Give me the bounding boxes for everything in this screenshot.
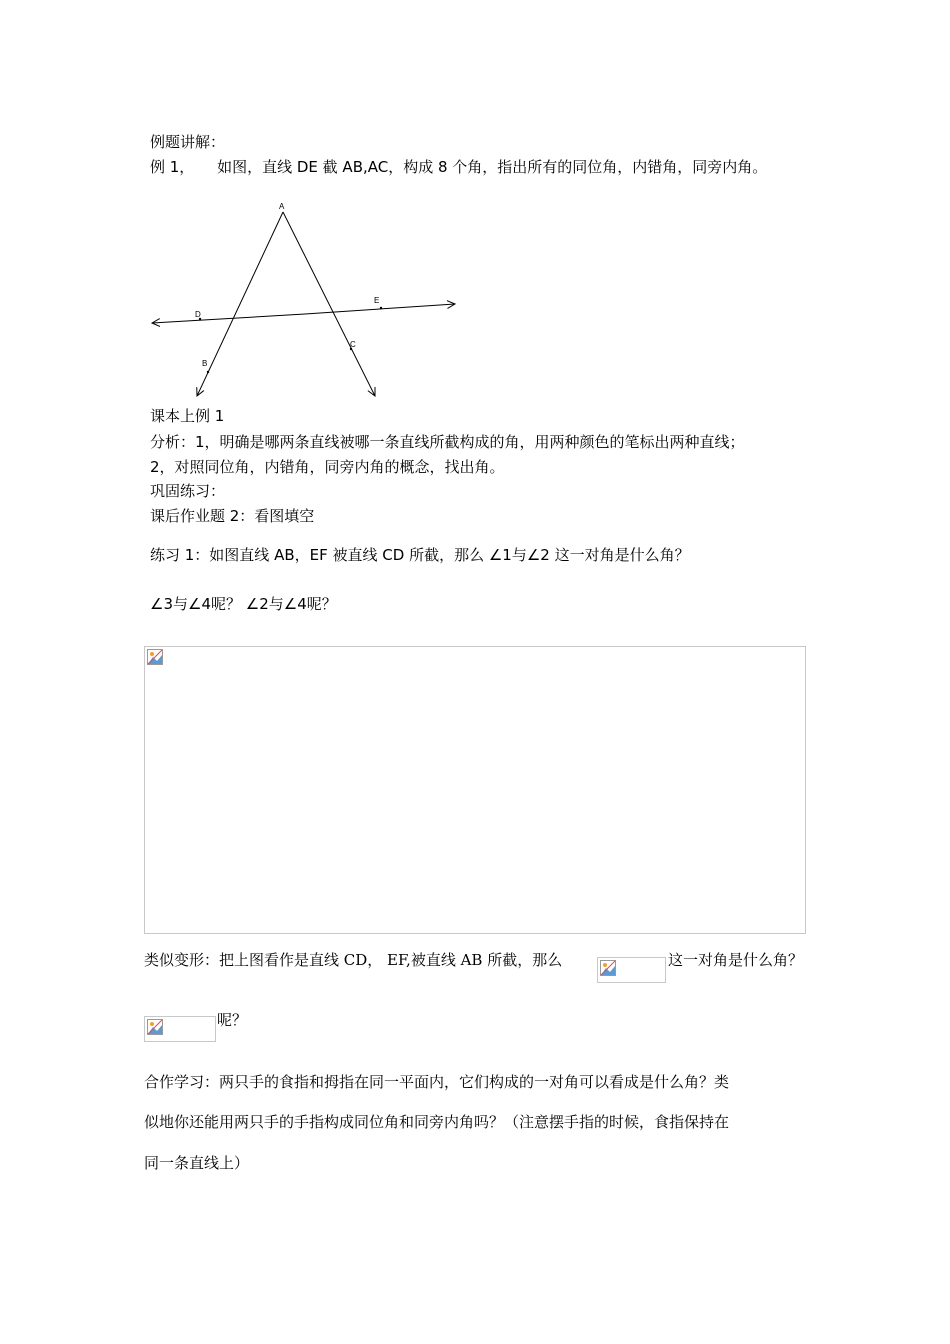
label-b: B xyxy=(202,359,208,368)
inline-angle-image-2 xyxy=(144,1016,216,1042)
broken-image-icon xyxy=(600,960,616,976)
exercise-1-line-2: ∠3与∠4呢？ ∠2与∠4呢？ xyxy=(150,595,337,613)
point-e-mark xyxy=(380,307,382,309)
section-title: 例题讲解： xyxy=(150,133,226,151)
variant-text-after: 这一对角是什么角？ xyxy=(668,951,804,969)
exercise-1-line-1: 练习 1：如图直线 AB，EF 被直线 CD 所截，那么 ∠1与∠2 这一对角是什么角？ xyxy=(150,546,690,564)
cooperative-line-2: 似地你还能用两只手的手指构成同位角和同旁内角吗？（注意摆手指的时候，食指保持在 xyxy=(144,1113,730,1131)
variant-line-1 xyxy=(144,950,562,970)
variant-line-2-after: 呢？ xyxy=(217,1011,248,1029)
textbook-ref: 课本上例 1 xyxy=(150,407,225,425)
line-ed xyxy=(152,314,305,323)
homework: 课后作业题 2：看图填空 xyxy=(150,507,315,525)
label-d: D xyxy=(195,310,201,319)
line-ab xyxy=(197,212,283,396)
label-a: A xyxy=(279,202,285,211)
label-e: E xyxy=(374,296,380,305)
cooperative-line-3: 同一条直线上） xyxy=(144,1154,250,1172)
broken-image-icon xyxy=(147,1019,163,1035)
example-1-label: 例 1， xyxy=(150,158,195,176)
point-b-mark xyxy=(207,371,209,373)
practice-title: 巩固练习： xyxy=(150,482,226,500)
figure-placeholder xyxy=(144,646,806,934)
analysis-line-1: 分析：1，明确是哪两条直线被哪一条直线所截构成的角，用两种颜色的笔标出两种直线； xyxy=(150,433,745,451)
cooperative-line-1: 合作学习：两只手的食指和拇指在同一平面内，它们构成的一对角可以看成是什么角？类 xyxy=(144,1073,730,1091)
broken-image-icon xyxy=(147,649,163,665)
variant-text-before: 类似变形：把上图看作是直线 CD， EF,被直线 AB 所截，那么 xyxy=(144,951,563,969)
label-c: C xyxy=(350,340,356,349)
example-1 xyxy=(150,157,767,177)
example-1-text: 如图，直线 DE 截 AB,AC，构成 8 个角，指出所有的同位角，内错角，同旁内角。 xyxy=(217,158,768,176)
inline-angle-image-1 xyxy=(597,957,666,983)
analysis-line-2: 2，对照同位角，内错角，同旁内角的概念，找出角。 xyxy=(150,458,505,476)
line-de xyxy=(305,304,455,314)
line-ac xyxy=(283,212,375,396)
geometry-diagram xyxy=(145,196,465,406)
